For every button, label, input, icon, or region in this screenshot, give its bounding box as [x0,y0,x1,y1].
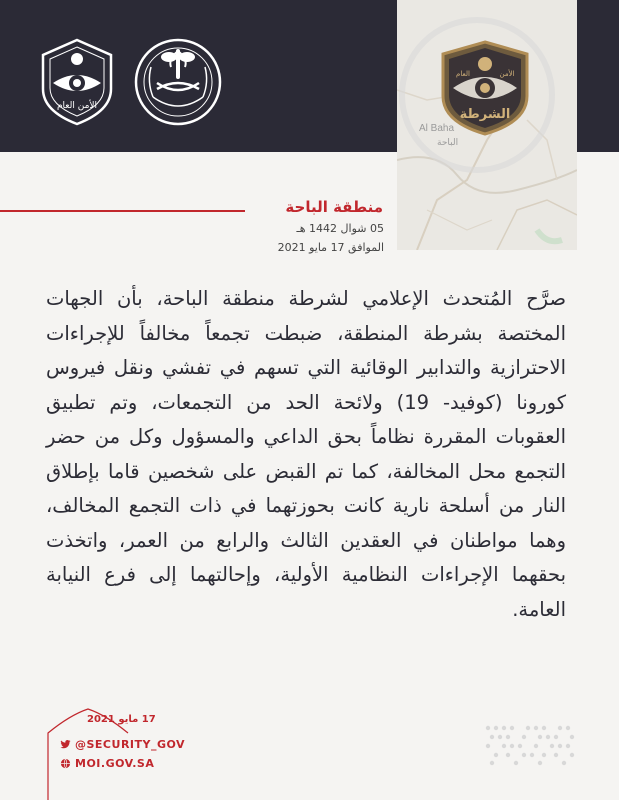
badge-left-text: العام [456,70,470,78]
twitter-handle[interactable]: @SECURITY_GOV [75,737,186,751]
map-place-label-ar: الباحة [437,138,459,148]
region-title: منطقة الباحة [285,198,383,216]
twitter-icon [60,739,71,750]
badge-bottom-text: الشرطة [459,107,511,122]
statement-body: صرَّح المُتحدث الإعلامي لشرطة منطقة الباحة، بأن الجهات المختصة بشرطة المنطقة، ضبطت تجمعاً مخالفاً للإجراءات الاحترازية والتدابير الوقائية التي تسهم في تفشي ونقل فيروس كورونا (كوفيد- 19) ولائحة الحد من التجمعات، وتم تطبيق العقوبات المقررة نظاماً بحق الداعي والمسؤول وكل من حضر التجمع محل المخالفة، كما تم القبض على شخصين قاما بإطلاق النار من أسلحة نارية كانت بحوزتهما في ذات التجمع المخالف، وهما مواطنان في العقدين الثالث والرابع من العمر، واتخذت بحقهما الإجراءات النظامية الأولية، وإحالتهما إلى فرع النيابة العامة. [46,287,566,621]
public-security-logo-text: الأمن العام [56,101,98,111]
map-card [397,0,577,250]
footer-twitter-row[interactable] [60,737,185,751]
globe-icon [60,758,71,769]
hijri-date: 05 شوال 1442 هـ [296,222,384,235]
police-badge-icon [435,40,535,136]
footer-date: 17 مايو 2021 [87,714,156,725]
region-divider-line [0,210,245,212]
public-security-logo [37,37,117,127]
website-link[interactable]: MOI.GOV.SA [75,756,155,770]
map-place-label-en: Al Baha [419,123,455,134]
badge-right-text: الأمن [499,70,515,78]
decorative-dot-pattern [482,722,577,767]
ministry-of-interior-logo [133,37,223,127]
footer-website-row[interactable] [60,756,154,770]
gregorian-date: الموافق 17 مايو 2021 [277,241,384,254]
